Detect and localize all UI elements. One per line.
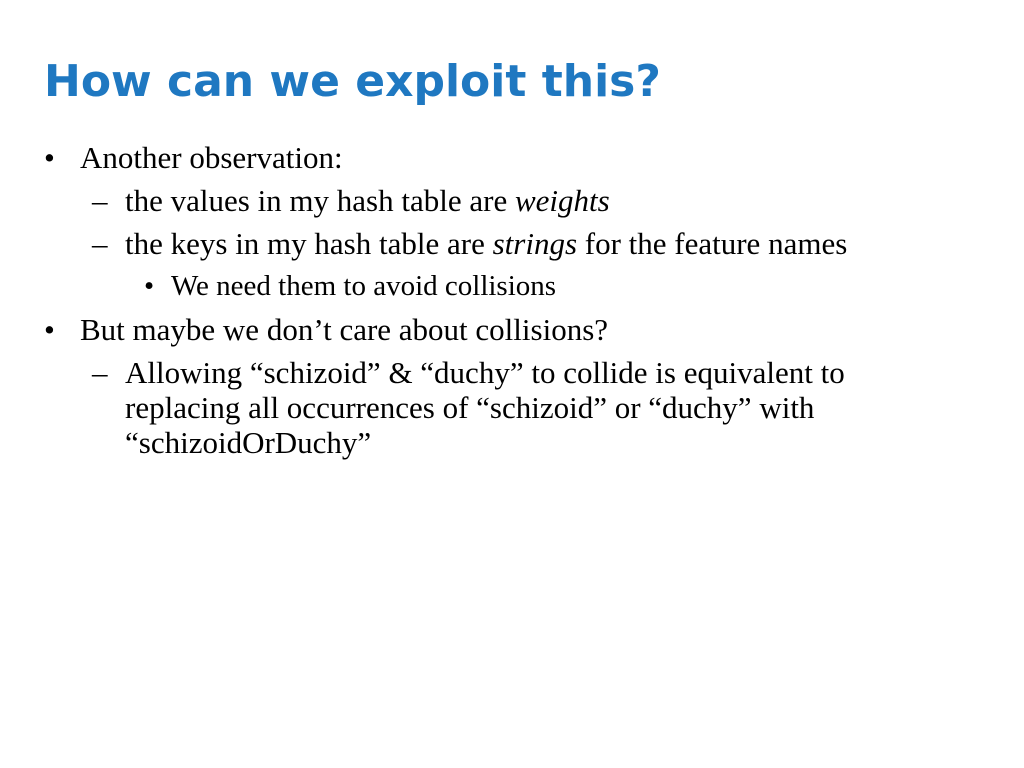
bullet-marker: • [44, 312, 55, 347]
sub-bullet-text: the keys in my hash table are [125, 226, 493, 261]
dash-marker: – [92, 183, 108, 218]
bullet-text: Another observation: [80, 140, 343, 175]
sub-bullet-item-values [0, 183, 945, 218]
dash-marker: – [92, 226, 108, 261]
sub-bullet-item-allowing [0, 355, 945, 460]
bullet-marker: • [44, 140, 55, 175]
slide-body [0, 140, 1024, 468]
emphasis-text: strings [492, 226, 578, 261]
sub-sub-bullet-text: We need them to avoid collisions [171, 270, 557, 302]
sub-bullet-text-after: for the feature names [577, 226, 848, 261]
sub-bullet-text: Allowing “schizoid” & “duchy” to collide is equivalent to replacing all occurrences of “schizoid” or “duchy” with “schizoidOrDuchy” [125, 355, 845, 460]
bullet-text: But maybe we don’t care about collisions? [80, 312, 609, 347]
sub-bullet-text: the values in my hash table are [125, 183, 515, 218]
slide-title: How can we exploit this? [44, 56, 661, 107]
bullet-item-collisions-question [0, 312, 950, 347]
sub-bullet-item-keys [0, 226, 945, 261]
bullet-item-observation [0, 140, 950, 175]
sub-sub-bullet-item-collisions [0, 269, 951, 304]
bullet-marker: • [144, 270, 155, 302]
emphasis-text: weights [514, 183, 610, 218]
dash-marker: – [92, 355, 108, 390]
